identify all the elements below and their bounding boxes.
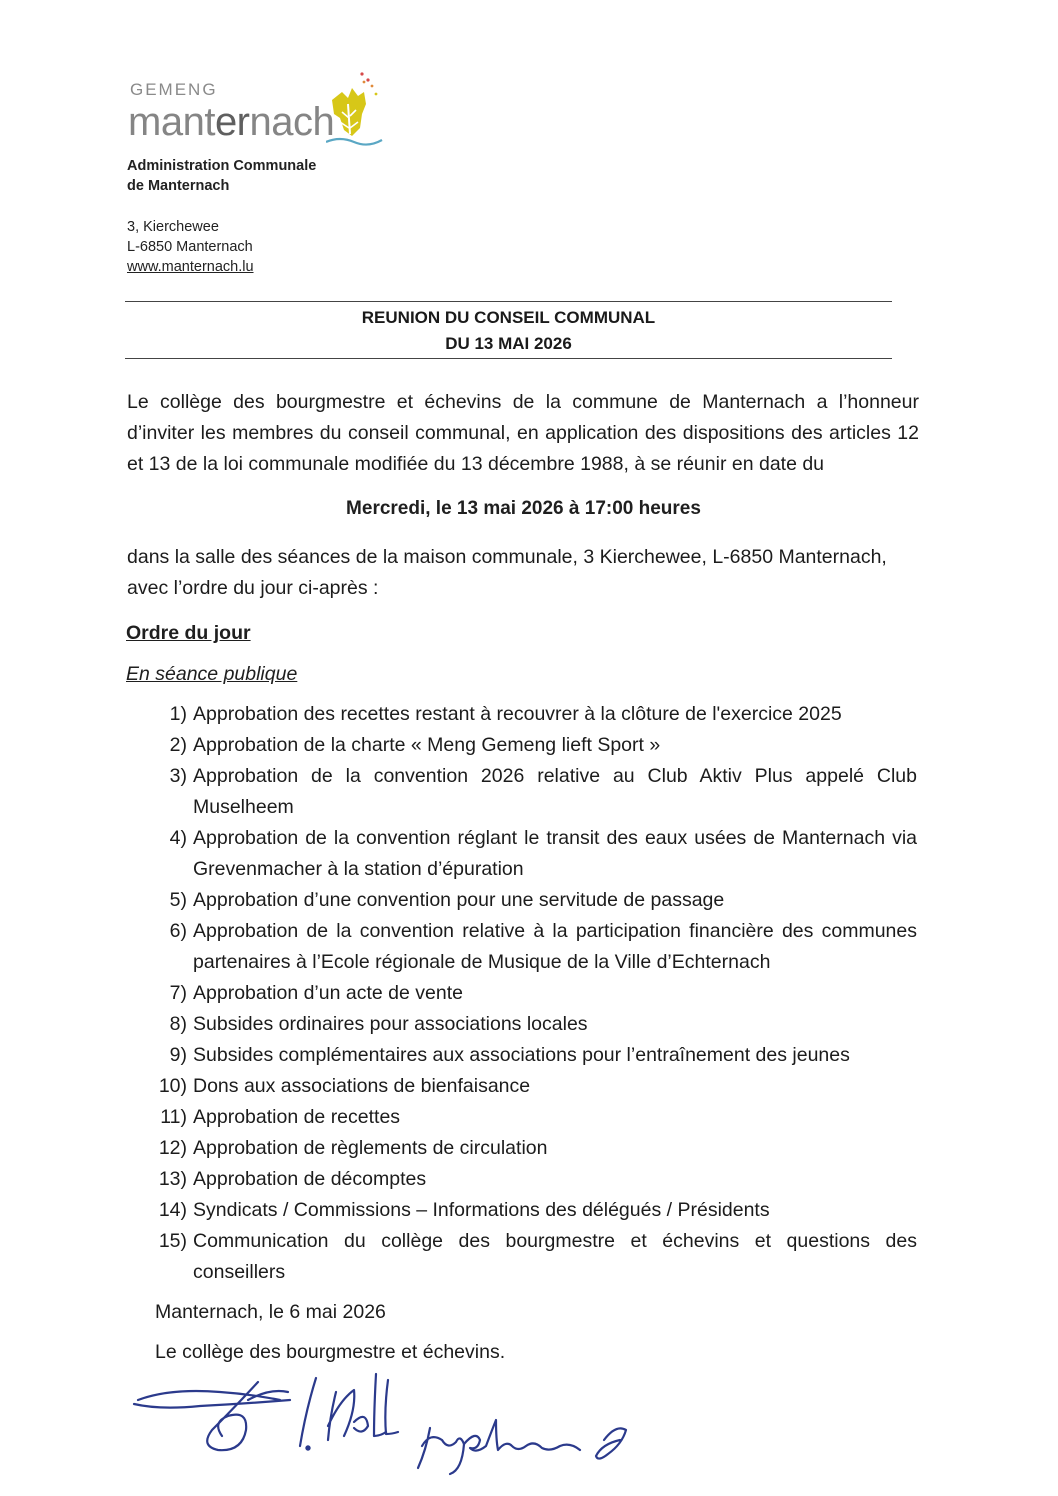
agenda-item-number: 3) <box>169 765 187 787</box>
location-paragraph: dans la salle des séances de la maison communale, 3 Kierchewee, L-6850 Manternach, avec l’ordre du jour ci-après : <box>127 546 887 599</box>
agenda-item-text: Approbation de la convention réglant le transit des eaux usées de Manternach via Grevenmacher à la station d’épuration <box>193 827 917 880</box>
agenda-item-text: Approbation de règlements de circulation <box>193 1137 548 1159</box>
agenda-item-number: 9) <box>169 1044 187 1066</box>
agenda-item-text: Approbation des recettes restant à recouvrer à la clôture de l'exercice 2025 <box>193 703 842 725</box>
postal-city: L-6850 Manternach <box>127 239 253 255</box>
agenda-item-number: 5) <box>169 889 187 911</box>
agenda-item-number: 7) <box>169 982 187 1004</box>
meeting-datetime: Mercredi, le 13 mai 2026 à 17:00 heures <box>346 498 701 519</box>
agenda-item-number: 12) <box>158 1137 187 1159</box>
agenda-item <box>127 916 917 978</box>
agenda-item-number: 1) <box>169 703 187 725</box>
agenda-item-number: 2) <box>169 734 187 756</box>
agenda-item-text: Approbation d’un acte de vente <box>193 982 463 1004</box>
agenda-item <box>127 699 917 730</box>
agenda-item-number: 8) <box>169 1013 187 1035</box>
agenda-item <box>127 730 917 761</box>
handwritten-signatures <box>130 1370 650 1480</box>
intro-paragraph: Le collège des bourgmestre et échevins de la commune de Manternach a l’honneur d’inviter les membres du conseil communal, en application des dispositions des articles 12 et 13 de la loi communale modifiée du 13 décembre 1988, à se réunir en date du <box>127 391 919 475</box>
agenda-item <box>127 1071 917 1102</box>
section-heading: En séance publique <box>126 663 298 685</box>
agenda-item-text: Dons aux associations de bienfaisance <box>193 1075 531 1097</box>
agenda-item <box>127 1133 917 1164</box>
agenda-item-number: 6) <box>169 920 187 942</box>
agenda-item-number: 11) <box>160 1106 187 1128</box>
municipality-logo <box>128 66 398 162</box>
agenda-item-text: Approbation de la charte « Meng Gemeng lieft Sport » <box>193 734 661 756</box>
agenda-item <box>127 761 917 823</box>
agenda-item-number: 15) <box>158 1230 187 1252</box>
tree-emblem-icon <box>326 70 386 150</box>
agenda-list <box>127 699 917 1288</box>
agenda-item-number: 13) <box>158 1168 187 1190</box>
website-link[interactable]: www.manternach.lu <box>127 259 254 275</box>
organization-name: Administration Communale de Manternach <box>127 158 317 194</box>
agenda-item <box>127 1040 917 1071</box>
agenda-item <box>127 1164 917 1195</box>
agenda-item <box>127 1226 917 1288</box>
agenda-item <box>127 978 917 1009</box>
agenda-item-text: Syndicats / Commissions – Informations des délégués / Présidents <box>193 1199 770 1221</box>
document-title: REUNION DU CONSEIL COMMUNAL DU 13 MAI 2026 <box>361 308 656 353</box>
title-bottom-rule <box>125 358 892 359</box>
agenda-item-number: 10) <box>158 1075 187 1097</box>
agenda-item-text: Communication du collège des bourgmestre et échevins et questions des conseillers <box>193 1230 917 1283</box>
signatory-line: Le collège des bourgmestre et échevins. <box>155 1341 506 1363</box>
place-date: Manternach, le 6 mai 2026 <box>155 1301 386 1323</box>
logo-small-text: GEMENG <box>130 80 218 99</box>
agenda-heading: Ordre du jour <box>126 622 251 644</box>
title-top-rule <box>125 301 892 302</box>
address-block <box>127 217 254 277</box>
agenda-item-text: Approbation de décomptes <box>193 1168 427 1190</box>
agenda-item <box>127 1009 917 1040</box>
agenda-item-text: Approbation d’une convention pour une servitude de passage <box>193 889 725 911</box>
agenda-item-number: 14) <box>158 1199 187 1221</box>
agenda-item <box>127 1102 917 1133</box>
agenda-item-text: Approbation de recettes <box>193 1106 401 1128</box>
agenda-item-text: Approbation de la convention relative à la participation financière des communes partenaires à l’Ecole régionale de Musique de la Ville d’Echternach <box>193 920 917 973</box>
agenda-item-number: 4) <box>169 827 187 849</box>
agenda-item-text: Subsides complémentaires aux associations pour l’entraînement des jeunes <box>193 1044 850 1066</box>
logo-wordmark: manternach <box>128 100 335 144</box>
agenda-item-text: Approbation de la convention 2026 relative au Club Aktiv Plus appelé Club Muselheem <box>193 765 917 818</box>
agenda-item <box>127 1195 917 1226</box>
agenda-item <box>127 823 917 885</box>
street-address: 3, Kierchewee <box>127 219 219 235</box>
agenda-item <box>127 885 917 916</box>
agenda-item-text: Subsides ordinaires pour associations locales <box>193 1013 588 1035</box>
